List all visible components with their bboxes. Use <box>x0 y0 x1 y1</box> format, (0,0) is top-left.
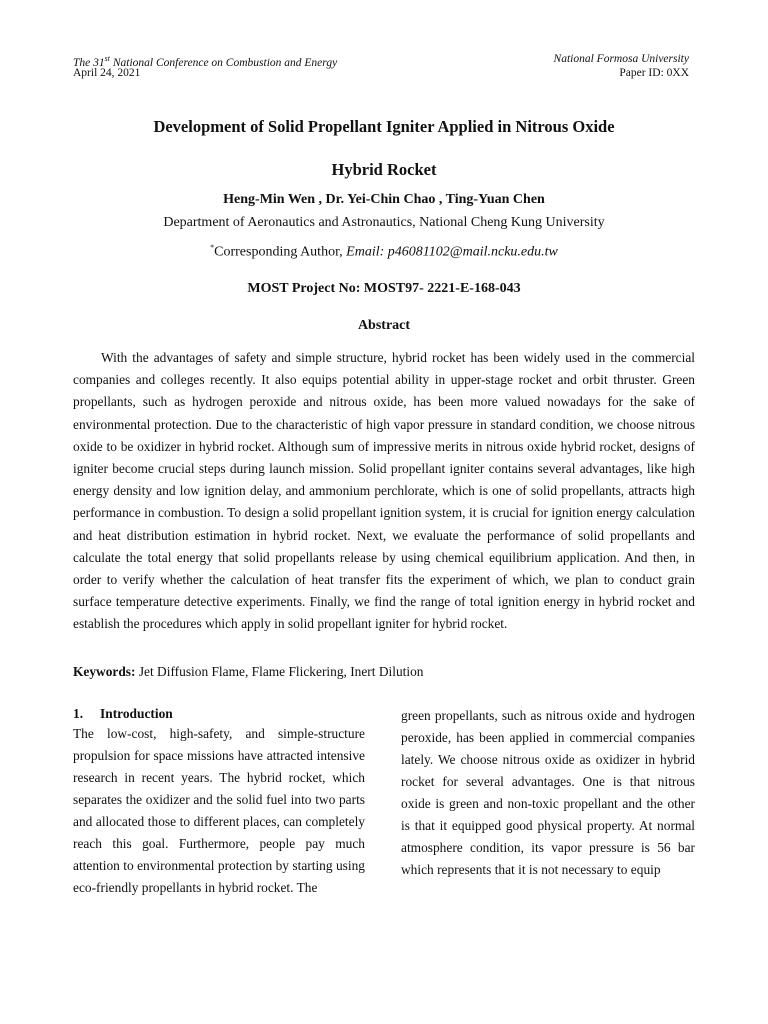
keywords <box>73 661 423 683</box>
header-conference-post: National Conference on Combustion and Energy <box>109 56 338 69</box>
corresponding-email: Email: p46081102@mail.ncku.edu.tw <box>346 244 558 260</box>
intro-left-column: The low-cost, high-safety, and simple-structure propulsion for space missions have attracted intensive research in recent years. The hybrid rocket, which separates the oxidizer and the solid fuel into two parts and allocated those to different places, can completely reach this goal. Furthermore, people pay much attention to environmental protection by starting using eco-friendly propellants in hybrid rocket. The <box>73 726 365 895</box>
paper-title-line1: Development of Solid Propellant Igniter Applied in Nitrous Oxide <box>153 117 615 136</box>
abstract-heading: Abstract <box>357 318 411 333</box>
authors: Heng-Min Wen , Dr. Yei-Chin Chao , Ting-Yuan Chen <box>223 192 545 207</box>
header-conference-pre: The 31 <box>73 56 105 69</box>
section-heading <box>73 703 173 725</box>
header-date: April 24, 2021 <box>73 67 141 79</box>
keywords-text: Jet Diffusion Flame, Flame Flickering, Inert Dilution <box>135 664 424 679</box>
header-paper-id: Paper ID: 0XX <box>619 67 689 79</box>
keywords-label: Keywords: <box>73 664 136 679</box>
abstract-text: With the advantages of safety and simple structure, hybrid rocket has been widely used in the commercial companies and colleges recently. It also equips potential ability in upper-stage rocket and orbit thruster. Green propellants, such as hydrogen peroxide and nitrous oxide, has been more valued nowadays for the sake of environmental protection. Due to the characteristic of high vapor pressure in standard condition, we choose nitrous oxide to be oxidizer in hybrid rocket. Although sum of impressive merits in nitrous oxide hybrid rocket, designs of igniter become crucial steps during launch mission. Solid propellant igniter contains several advantages, like high energy density and low ignition delay, and ammonium perchlorate, which is one of solid propellants, attracts high performance in combustion. To design a solid propellant ignition system, it is crucial for ignition energy calculation and heat distribution estimation in hybrid rocket. Next, we evaluate the performance of solid propellants and calculate the total energy that solid propellants release by using chemical equilibrium application. And then, in order to verify whether the calculation of heat transfer fits the experiment of which, we plan to conduct grain surface temperature detective experiments. Finally, we find the range of total ignition energy in hybrid rocket and establish the procedures which apply in solid propellant igniter for hybrid rocket. <box>73 350 695 632</box>
affiliation: Department of Aeronautics and Astronautics, National Cheng Kung University <box>163 215 605 230</box>
paper-title-line2: Hybrid Rocket <box>331 160 437 179</box>
section-title: Introduction <box>100 706 173 721</box>
corresponding-star: * <box>210 243 215 252</box>
intro-right-column: green propellants, such as nitrous oxide and hydrogen peroxide, has been applied in commercial companies lately. We choose nitrous oxide as oxidizer in hybrid rocket for several advantages. One is that nitrous oxide is green and non-toxic propellant and the other is that it equipped good physical property. At normal atmosphere condition, its vapor pressure is 56 bar which represents that it is not necessary to equip <box>401 708 695 877</box>
project-number: MOST Project No: MOST97- 2221-E-168-043 <box>247 281 521 296</box>
header-conference-sup: st <box>104 54 110 63</box>
corresponding-label: Corresponding Author, <box>214 244 347 260</box>
corresponding-author <box>0 243 768 261</box>
section-number: 1. <box>73 706 84 721</box>
header-university: National Formosa University <box>553 53 689 65</box>
